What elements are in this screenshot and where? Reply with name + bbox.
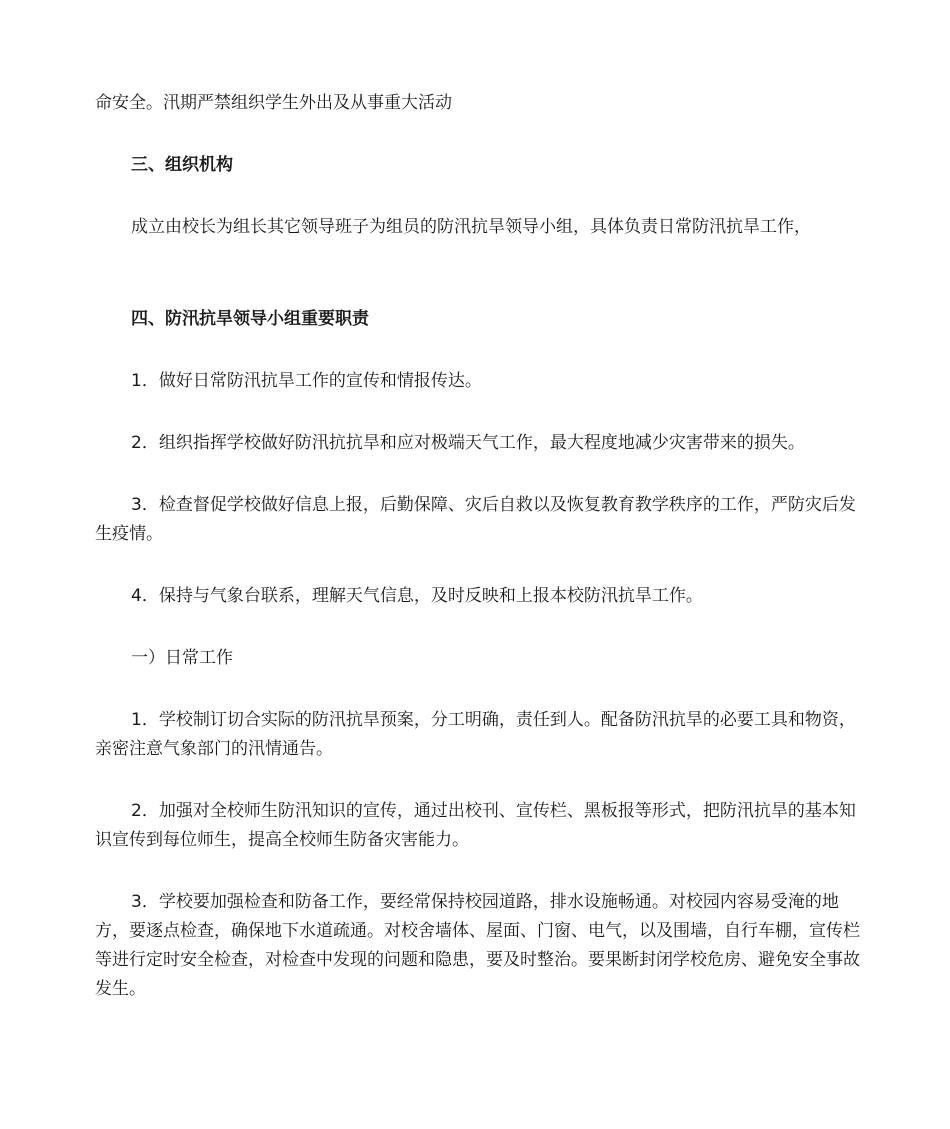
daily-work-item-3: 3．学校要加强检查和防备工作，要经常保持校园道路，排水设施畅通。对校园内容易受淹的地方，要逐点检查，确保地下水道疏通。对校舍墙体、屋面、门窗、电气，以及围墙，自行车棚，宣传栏等进行定时安全检查，对检查中发现的问题和隐患，要及时整治。要果断封闭学校危房、避免安全事故发生。: [95, 892, 860, 999]
duty-item-2: 2．组织指挥学校做好防汛抗抗旱和应对极端天气工作，最大程度地减少灾害带来的损失。: [131, 433, 805, 453]
sub-heading-daily-work: 一）日常工作: [131, 648, 233, 668]
duty-item-1: 1．做好日常防汛抗旱工作的宣传和情报传达。: [131, 371, 482, 391]
daily-work-item-2: 2．加强对全校师生防汛知识的宣传，通过出校刊、宣传栏、黑板报等形式，把防汛抗旱的基本知识宣传到每位师生，提高全校师生防备灾害能力。: [95, 801, 856, 850]
section-heading-organization: 三、组织机构: [131, 155, 233, 175]
duty-item-4: 4．保持与气象台联系，理解天气信息，及时反映和上报本校防汛抗旱工作。: [131, 586, 703, 606]
organization-paragraph: 成立由校长为组长其它领导班子为组员的防汛抗旱领导小组，具体负责日常防汛抗旱工作，: [131, 217, 811, 237]
daily-work-item-1: 1．学校制订切合实际的防汛抗旱预案，分工明确，责任到人。配备防汛抗旱的必要工具和物资，亲密注意气象部门的汛情通告。: [95, 710, 856, 759]
duty-item-3: 3．检查督促学校做好信息上报，后勤保障、灾后自救以及恢复教育教学秩序的工作，严防灾后发生疫情。: [95, 495, 856, 544]
continuation-text: 命安全。汛期严禁组织学生外出及从事重大活动: [95, 93, 452, 113]
section-heading-duties: 四、防汛抗旱领导小组重要职责: [131, 309, 369, 329]
